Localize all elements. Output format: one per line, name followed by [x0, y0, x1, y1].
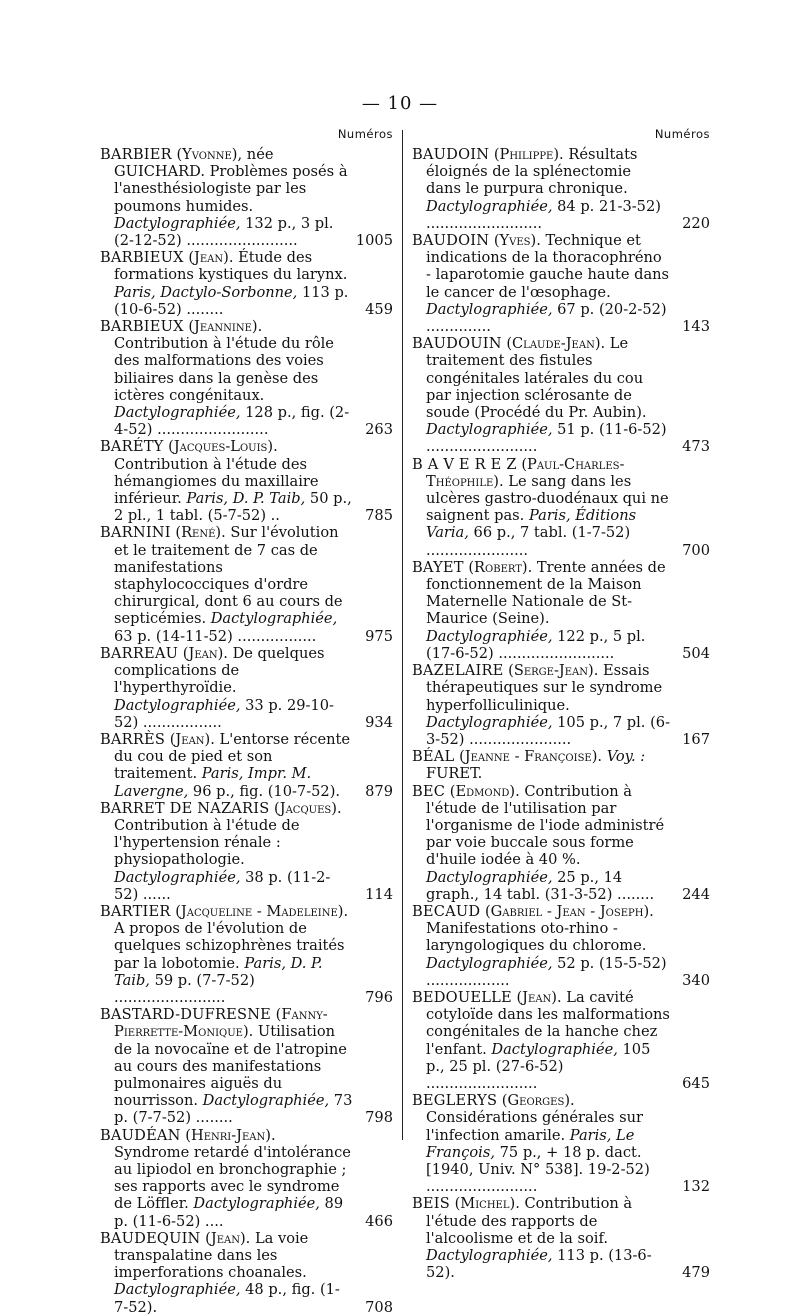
entry-number: 466 [365, 1212, 393, 1230]
entry-publisher: Dactylographiée, [486, 1040, 618, 1058]
entry-publisher: Voy. : [602, 748, 646, 766]
entry-details: 38 p. (11-2-52) ...... [114, 868, 331, 903]
entry-given-names: (Jacqueline - Madeleine) [175, 902, 344, 920]
entry-given-names: (Georges) [501, 1092, 571, 1110]
entry [412, 989, 710, 1092]
entry [100, 903, 393, 1006]
entry-publisher: Dactylographiée, [114, 404, 241, 422]
entry-details: 122 p., 5 pl. (17-6-52) ......................... [426, 627, 646, 662]
entry [100, 146, 393, 249]
entry-number: 167 [682, 730, 710, 748]
entry-number: 879 [365, 782, 393, 800]
entry-given-names: (Gabriel - Jean - Joseph) [484, 902, 650, 920]
entry-title: . Contribution à l'étude des rapports de l'alcoolisme et de la soif. [426, 1195, 633, 1247]
entry-number: 1005 [355, 232, 393, 250]
entry-title: . [597, 748, 603, 766]
entry-publisher: Paris, Dactylo-Sorbonne, [114, 283, 298, 301]
entry-given-names: (Jean) [516, 988, 557, 1006]
entry-name: B A V E R E Z [412, 455, 517, 473]
entry-details: 113 p. (13-6-52). [426, 1247, 652, 1282]
entry-title: . Considérations générales sur l'infection amarile. [426, 1092, 643, 1144]
entry-title: . Le traitement des fistules congénitales latérales du cou par injection sclérosante de soude (Procédé du Pr. Aubin). [426, 335, 647, 422]
entry-list [100, 146, 393, 1316]
entry-name: BARÉTY [100, 438, 164, 456]
entry-given-names: (Yves) [493, 232, 537, 250]
entry-publisher: Dactylographiée, [426, 421, 553, 439]
entry-number: 340 [682, 971, 710, 989]
entry [412, 232, 710, 335]
entry-publisher: Dactylographiée, [426, 868, 553, 886]
entry-publisher: Dactylographiée, [426, 713, 553, 731]
entry-details: 113 p. (10-6-52) ........ [114, 283, 349, 318]
entry-title: . A propos de l'évolution de quelques schizophrènes traités par la lobotomie. [114, 902, 349, 972]
entry-number: 796 [365, 988, 393, 1006]
entry-publisher: Paris, Le François, [426, 1126, 635, 1161]
entry-title: . Contribution à l'étude de l'utilisation par l'organisme de l'iode administré par voie buccale sous forme d'huile iodée à 40 %. [426, 782, 665, 869]
entry-given-names: (Jeanne - Françoise) [459, 748, 598, 766]
entry-details: 105 p., 25 pl. (27-6-52) ........................ [426, 1040, 651, 1092]
entry-given-names: (Jean) [182, 644, 224, 662]
entry-details: 105 p., 7 pl. (6-3-52) ...................... [426, 713, 670, 748]
entry-title: . La voie transpalatine dans les imperforations choanales. [114, 1229, 309, 1282]
entry [412, 748, 710, 782]
entry-publisher: Dactylographiée, [426, 627, 553, 645]
entry-name: BAYET [412, 558, 464, 576]
entry-details: 128 p., fig. (2-4-52) ........................ [114, 404, 350, 439]
entry-given-names: (Jean) [188, 249, 229, 267]
entry-details: 50 p., 2 pl., 1 tabl. (5-7-52) .. [114, 490, 352, 525]
entry-details: 132 p., 3 pl. (2-12-52) ........................ [114, 214, 334, 250]
entry [412, 559, 710, 662]
entry-list [412, 146, 710, 1281]
entry-given-names: (Yvonne) [176, 146, 238, 163]
entry-name: BEGLERYS [412, 1092, 498, 1110]
entry-given-names: (Serge-Jean) [508, 662, 594, 680]
entry-given-names: (René) [175, 524, 222, 542]
entry [100, 318, 393, 438]
entry-name: BEIS [412, 1195, 450, 1213]
entry [100, 249, 393, 318]
entry-number: 934 [365, 713, 393, 731]
entry-title: . Technique et indications de la thoracophréno - laparotomie gauche haute dans le cancer de l'œsophage. [426, 232, 670, 301]
entry-title: . Le sang dans les ulcères gastro-duodénaux qui ne saignent pas. [426, 472, 669, 525]
entry-name: BAUDOIN [412, 146, 490, 163]
entry-number: 785 [365, 507, 393, 525]
entry-title: . Contribution à l'étude des hémangiomes du maxillaire inférieur. [114, 438, 319, 508]
entry-name: BEC [412, 782, 446, 800]
entry-details: 67 p. (20-2-52) .............. [426, 300, 667, 336]
entry [412, 1195, 710, 1281]
entry [100, 524, 393, 644]
entry-publisher: Dactylographiée, [426, 954, 553, 972]
entry-title: . Essais thérapeutiques sur le syndrome hyperfolliculinique. [426, 662, 663, 714]
entry-details: 51 p. (11-6-52) ........................ [426, 421, 667, 456]
entry-publisher: Dactylographiée, [114, 868, 241, 886]
entry-details: 52 p. (15-5-52) .................. [426, 954, 667, 989]
entry-number: 798 [365, 1109, 393, 1127]
entry-title: , née GUICHARD. Problèmes posés à l'anesthésiologiste par les poumons humides. [114, 146, 348, 215]
entry-details: 48 p., fig. (1-7-52). [114, 1281, 340, 1316]
entry-name: BAUDEQUIN [100, 1229, 201, 1247]
entry [100, 438, 393, 524]
entry-given-names: (Paul-Charles-Théophile) [426, 455, 625, 490]
entry-name: BAUDÉAN [100, 1126, 181, 1144]
entry-number: 114 [365, 885, 393, 903]
entry-given-names: (Michel) [454, 1195, 516, 1213]
entry [412, 335, 710, 455]
entry-name: BAZELAIRE [412, 662, 504, 680]
entry-title: . Contribution à l'étude de l'hypertension rénale : physiopathologie. [114, 799, 342, 869]
entry-number: 132 [682, 1178, 710, 1196]
entry-name: BASTARD-DUFRESNE [100, 1006, 272, 1024]
entry-details: 33 p. 29-10-52) ................. [114, 696, 334, 731]
entry-details: 59 p. (7-7-52) ........................ [114, 971, 255, 1006]
entry-publisher: Dactylographiée, [426, 300, 553, 318]
entry-name: BARBIER [100, 146, 172, 163]
entry-given-names: (Edmond) [449, 782, 516, 800]
entry-details: FURET. [426, 765, 483, 783]
entry-number: 479 [682, 1264, 710, 1282]
entry-name: BAUDOIN [412, 232, 490, 250]
entry-given-names: (Jean) [205, 1229, 246, 1247]
column-left [100, 126, 393, 1316]
entry-publisher: Paris, Impr. M. Lavergne, [114, 765, 312, 800]
entry-publisher: Dactylographiée, [114, 214, 241, 232]
entry-given-names: (Jean) [169, 730, 211, 748]
entry-title: . L'entorse récente du cou de pied et son traitement. [114, 730, 350, 783]
entry-publisher: Dactylographiée, [426, 197, 553, 215]
entry [412, 1092, 710, 1195]
entry-name: BAUDOUIN [412, 335, 502, 353]
entry-title: . Sur l'évolution et le traitement de 7 cas de manifestations staphylococciques d'ordre chirurgical, dont 6 au cours de septicémies. [114, 524, 343, 628]
entry [100, 731, 393, 800]
entry-name: BECAUD [412, 902, 481, 920]
entry-number: 645 [682, 1074, 710, 1092]
entry-given-names: (Jeannine) [188, 318, 258, 336]
entry-given-names: (Fanny-Pierrette-Monique) [114, 1006, 328, 1041]
entry-given-names: (Robert) [468, 558, 528, 576]
entry-number: 708 [365, 1298, 393, 1316]
entry-number: 244 [682, 885, 710, 903]
entry-name: BARRÈS [100, 730, 166, 748]
entry-given-names: (Claude-Jean) [506, 335, 601, 353]
page-number: — 10 — [361, 93, 439, 114]
entry [412, 903, 710, 989]
entry-number: 975 [365, 627, 393, 645]
entry-given-names: (Henri-Jean) [185, 1126, 271, 1144]
entry-title: . Contribution à l'étude du rôle des malformations des voies biliaires dans la genèse des ictères congénitaux. [114, 318, 334, 404]
entry-publisher: Dactylographiée, [198, 1092, 330, 1110]
entry-number: 700 [682, 541, 710, 559]
entry-publisher: Paris, D. P. Taib, [114, 954, 323, 989]
column-header: Numéros [654, 127, 710, 141]
entry-details: 89 p. (11-6-52) .... [114, 1195, 344, 1230]
column-header: Numéros [337, 127, 393, 141]
entry-publisher: Paris, Éditions Varia, [426, 507, 637, 542]
entry-title: . Étude des formations kystiques du larynx. [114, 249, 348, 284]
entry [412, 146, 710, 232]
column-right [412, 126, 710, 1281]
entry-publisher: Dactylographiée, [206, 610, 338, 628]
entry-publisher: Dactylographiée, [114, 696, 241, 714]
column-divider [402, 130, 403, 1140]
entry-details: 63 p. (14-11-52) ................. [114, 627, 317, 645]
entry-publisher: Dactylographiée, [426, 1247, 553, 1264]
entry-title: . Utilisation de la novocaïne et de l'atropine au cours des manifestations pulmonaires aiguës du nourrisson. [114, 1023, 347, 1110]
entry-number: 143 [682, 318, 710, 336]
entry-details: 96 p., fig. (10-7-52). [188, 782, 341, 800]
entry-name: BEDOUELLE [412, 988, 512, 1006]
entry-details: 66 p., 7 tabl. (1-7-52) ...................... [426, 524, 631, 559]
entry [100, 1230, 393, 1316]
entry-publisher: Dactylographiée, [188, 1195, 320, 1213]
entry-title: . La cavité cotyloïde dans les malformations congénitales de la hanche chez l'enfant. [426, 988, 670, 1058]
entry-title: . Trente années de fonctionnement de la Maison Maternelle Nationale de St-Maurice (Seine). [426, 558, 666, 628]
entry [100, 1127, 393, 1230]
entry-number: 263 [365, 421, 393, 439]
entry-name: BÉAL [412, 748, 455, 766]
entry-name: BARNINI [100, 524, 171, 542]
entry-details: 73 p. (7-7-52) ........ [114, 1092, 353, 1127]
entry [100, 645, 393, 731]
entry-name: BARBIEUX [100, 318, 184, 336]
entry-name: BARRET DE NAZARIS [100, 799, 270, 817]
entry-name: BARTIER [100, 902, 171, 920]
entry [100, 800, 393, 903]
entry-publisher: Paris, D. P. Taib, [181, 490, 306, 508]
entry-given-names: (Jacques-Louis) [168, 438, 274, 456]
entry-number: 504 [682, 644, 710, 662]
entry [412, 662, 710, 748]
entry-details: 25 p., 14 graph., 14 tabl. (31-3-52) ........ [426, 868, 655, 903]
entry-title: . De quelques complications de l'hyperthyroïdie. [114, 644, 325, 697]
entry-number: 459 [365, 300, 393, 318]
entry-details: 75 p., + 18 p. dact. [1940, Univ. N° 538]. 19-2-52) ........................ [426, 1143, 650, 1196]
entry [412, 783, 710, 903]
entry-details: 84 p. 21-3-52) ......................... [426, 197, 661, 232]
entry-given-names: (Jacques) [274, 799, 337, 817]
entry [412, 456, 710, 559]
entry-number: 473 [682, 438, 710, 456]
entry [100, 1006, 393, 1126]
entry-title: . Résultats éloignés de la splénectomie dans le purpura chronique. [426, 146, 638, 198]
entry-title: . Manifestations oto-rhino - laryngologiques du chlorome. [426, 902, 654, 955]
entry-given-names: (Philippe) [493, 146, 560, 163]
entry-title: . Syndrome retardé d'intolérance au lipiodol en bronchographie ; ses rapports avec le syndrome de Löffler. [114, 1126, 351, 1213]
entry-name: BARBIEUX [100, 249, 184, 267]
entry-number: 220 [682, 214, 710, 232]
entry-name: BARREAU [100, 644, 179, 662]
entry-publisher: Dactylographiée, [114, 1281, 241, 1299]
